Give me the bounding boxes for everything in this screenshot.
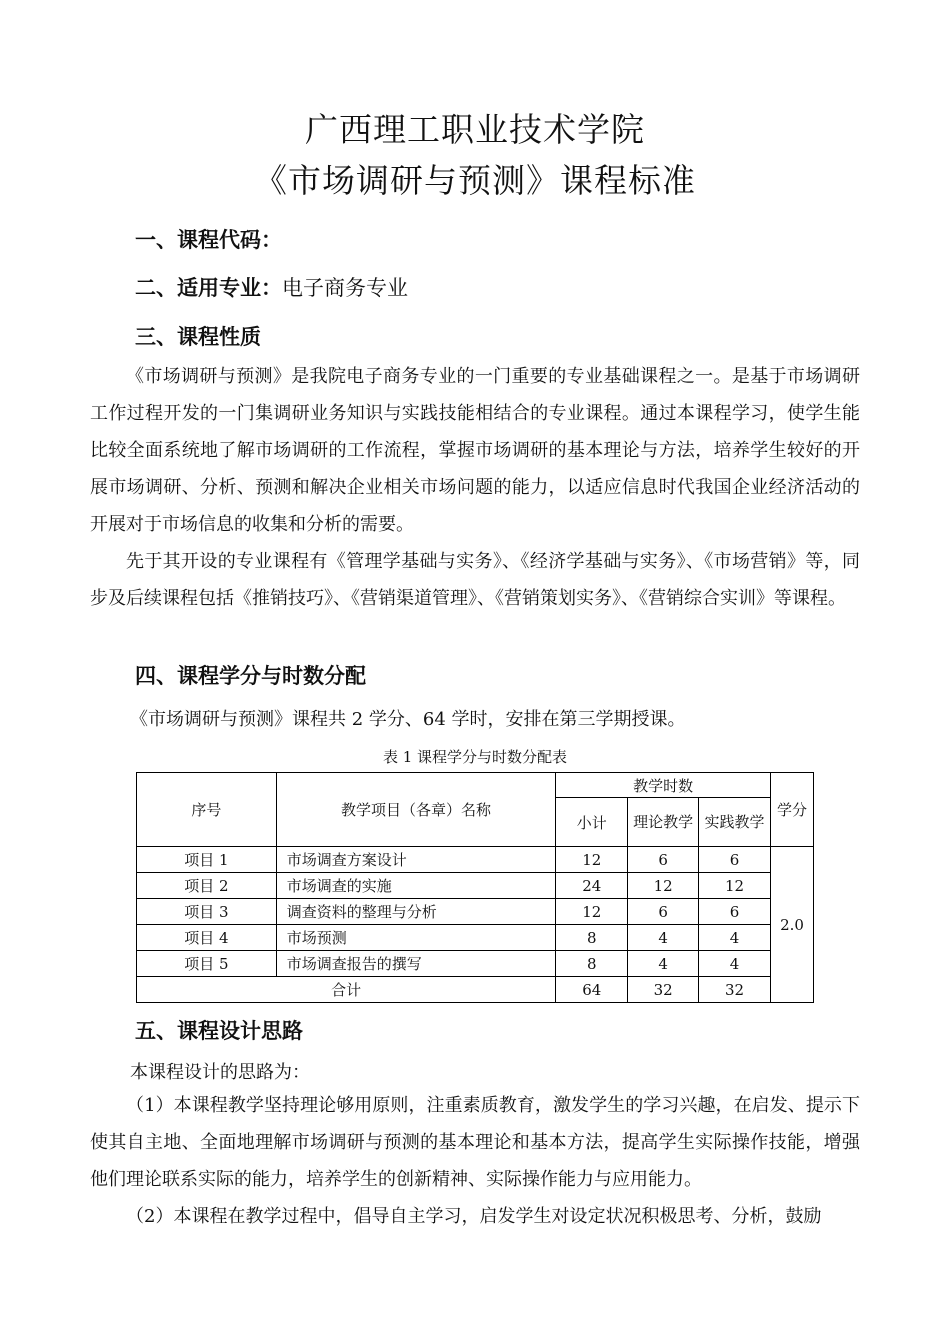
row-theory: 6 <box>628 847 699 873</box>
row-practice: 6 <box>699 899 771 925</box>
section-course-code: 一、课程代码： <box>135 228 282 252</box>
row-practice: 4 <box>699 951 771 977</box>
credit-value: 2.0 <box>771 847 814 1003</box>
total-practice: 32 <box>699 977 771 1003</box>
header-subtotal: 小计 <box>556 798 628 847</box>
header-hours: 教学时数 <box>556 773 771 798</box>
row-index: 项目 2 <box>137 873 277 899</box>
section-major-value: 电子商务专业 <box>282 276 408 300</box>
table-row <box>137 847 814 873</box>
table-total-row <box>137 977 814 1003</box>
row-subtotal: 8 <box>556 951 628 977</box>
row-practice: 12 <box>699 873 771 899</box>
row-theory: 4 <box>628 925 699 951</box>
row-name: 市场调查的实施 <box>276 873 556 899</box>
table-row <box>137 925 814 951</box>
row-practice: 6 <box>699 847 771 873</box>
row-theory: 4 <box>628 951 699 977</box>
nature-paragraph-2: 先于其开设的专业课程有《管理学基础与实务》、《经济学基础与实务》、《市场营销》等，同步及后续课程包括《推销技巧》、《营销渠道管理》、《营销策划实务》、《营销综合实训》等课程。 <box>90 551 860 609</box>
row-name: 市场调查报告的撰写 <box>276 951 556 977</box>
credits-table <box>136 772 814 1003</box>
row-theory: 6 <box>628 899 699 925</box>
section-nature: 三、课程性质 <box>135 325 261 349</box>
row-index: 项目 1 <box>137 847 277 873</box>
row-index: 项目 4 <box>137 925 277 951</box>
total-theory: 32 <box>628 977 699 1003</box>
header-credit: 学分 <box>771 773 814 847</box>
row-subtotal: 12 <box>556 847 628 873</box>
header-practice: 实践教学 <box>699 798 771 847</box>
table-row <box>137 873 814 899</box>
doc-subtitle: 《市场调研与预测》课程标准 <box>254 161 696 200</box>
section-credits: 四、课程学分与时数分配 <box>135 664 366 688</box>
row-subtotal: 12 <box>556 899 628 925</box>
row-index: 项目 3 <box>137 899 277 925</box>
row-theory: 12 <box>628 873 699 899</box>
row-subtotal: 24 <box>556 873 628 899</box>
table-caption: 表 1 课程学分与时数分配表 <box>382 748 568 766</box>
credits-intro: 《市场调研与预测》课程共 2 学分、64 学时，安排在第三学期授课。 <box>130 709 686 730</box>
section-major-label: 二、适用专业： <box>135 276 282 300</box>
table-row <box>137 951 814 977</box>
row-practice: 4 <box>699 925 771 951</box>
header-index: 序号 <box>137 773 277 847</box>
total-label: 合计 <box>137 977 556 1003</box>
design-intro: 本课程设计的思路为： <box>130 1062 310 1083</box>
row-name: 市场调查方案设计 <box>276 847 556 873</box>
row-name: 调查资料的整理与分析 <box>276 899 556 925</box>
row-name: 市场预测 <box>276 925 556 951</box>
section-major <box>135 272 408 302</box>
nature-paragraph-1: 《市场调研与预测》是我院电子商务专业的一门重要的专业基础课程之一。是基于市场调研工作过程开发的一门集调研业务知识与实践技能相结合的专业课程。通过本课程学习，使学生能比较全面系统地了解市场调研的工作流程，掌握市场调研的基本理论与方法，培养学生较好的开展市场调研、分析、预测和解决企业相关市场问题的能力，以适应信息时代我国企业经济活动的开展对于市场信息的收集和分析的需要。 <box>90 366 860 535</box>
design-item-2: （2）本课程在教学过程中，倡导自主学习，启发学生对设定状况积极思考、分析，鼓励 <box>126 1206 822 1227</box>
header-name: 教学项目（各章）名称 <box>276 773 556 847</box>
row-subtotal: 8 <box>556 925 628 951</box>
row-index: 项目 5 <box>137 951 277 977</box>
header-theory: 理论教学 <box>628 798 699 847</box>
total-subtotal: 64 <box>556 977 628 1003</box>
section-design: 五、课程设计思路 <box>135 1019 303 1043</box>
doc-title: 广西理工职业技术学院 <box>305 110 645 149</box>
table-row <box>137 899 814 925</box>
design-item-1: （1）本课程教学坚持理论够用原则，注重素质教育，激发学生的学习兴趣，在启发、提示下使其自主地、全面地理解市场调研与预测的基本理论和基本方法，提高学生实际操作技能，增强他们理论联系实际的能力，培养学生的创新精神、实际操作能力与应用能力。 <box>90 1095 860 1190</box>
